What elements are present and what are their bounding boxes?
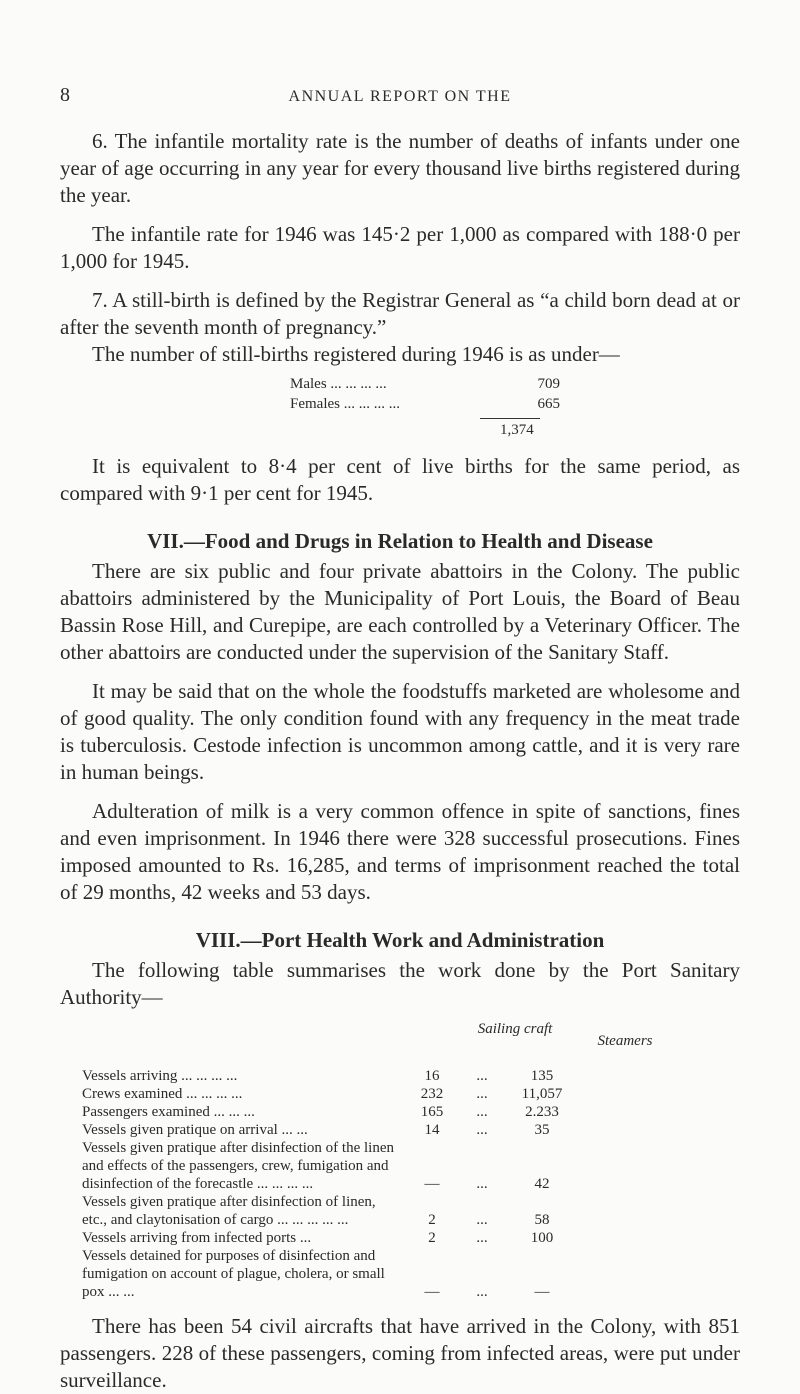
row-label: Vessels arriving ... ... ... ... [82,1068,238,1084]
row-value: 709 [537,376,560,392]
row-label: Crews examined ... ... ... ... [82,1086,243,1102]
sailing-craft-value: 232 [420,1086,444,1102]
port-health-table [60,1021,740,1301]
running-head: ANNUAL REPORT ON THE [288,88,512,105]
table-row [60,1085,740,1103]
section-7-paragraph-1: 7. A still-birth is defined by the Registrar General as “a child born dead at or after the seventh month of pregnancy.” [60,288,740,339]
leader-dots: ... [476,1284,488,1300]
section-7-paragraph-3: It is equivalent to 8·4 per cent of live births for the same period, as compared with 9·1 per cent for 1945. [60,454,740,505]
section-vii-paragraph-1: There are six public and four private abattoirs in the Colony. The public abattoirs administered by the Municipality of Port Louis, the Board of Beau Bassin Rose Hill, and Curepipe, are each controlled by a Veterinary Officer. The other abattoirs are conducted under the supervision of the Sanitary Staff. [60,559,740,664]
steamers-value: 2.233 [525,1104,559,1120]
row-label: Males ... ... ... ... [290,376,387,392]
page-number: 8 [60,84,70,106]
sailing-craft-value: 16 [424,1068,440,1084]
still-births-total: 1,374 [500,422,534,438]
still-births-row-males [290,374,560,394]
row-label: Vessels given pratique after disinfection of linen, etc., and claytonisation of cargo ... ... ... ... ... [82,1194,376,1228]
header-spacer [60,1021,470,1067]
steamers-value: — [534,1284,550,1300]
section-6-paragraph-2: The infantile rate for 1946 was 145·2 per 1,000 as compared with 188·0 per 1,000 for 1945. [60,222,740,273]
steamers-value: 100 [530,1230,554,1246]
row-label: Vessels arriving from infected ports ... [82,1230,312,1246]
steamers-value: 42 [534,1176,550,1192]
table-row [60,1247,740,1301]
leader-dots: ... [476,1230,488,1246]
still-births-row-females [290,394,560,414]
row-label: Passengers examined ... ... ... [82,1104,255,1120]
table-row [60,1139,740,1193]
table-row [60,1229,740,1247]
row-label: Females ... ... ... ... [290,396,400,412]
steamers-value: 35 [534,1122,550,1138]
sailing-craft-value: — [424,1284,440,1300]
section-vii-paragraph-3: Adulteration of milk is a very common offence in spite of sanctions, fines and even imprisonment. In 1946 there were 328 successful prosecutions. Fines imposed amounted to Rs. 16,285, and terms of imprisonment reached the total of 29 months, 42 weeks and 53 days. [60,799,740,904]
still-births-table [290,374,560,441]
table-row [60,1193,740,1229]
steamers-value: 11,057 [521,1086,563,1102]
steamers-value: 135 [530,1068,554,1084]
steamers-value: 58 [534,1212,550,1228]
table-row [60,1067,740,1085]
row-label: Vessels detained for purposes of disinfection and fumigation on account of plague, cholera, or small pox ... ... [82,1248,385,1300]
row-label: Vessels given pratique on arrival ... ... [82,1122,308,1138]
leader-dots: ... [476,1104,488,1120]
section-vii-heading: VII.—Food and Drugs in Relation to Health and Disease [147,529,653,553]
leader-dots: ... [476,1068,488,1084]
section-6-paragraph-1: 6. The infantile mortality rate is the number of deaths of infants under one year of age occurring in any year for every thousand live births registered during the year. [60,129,740,207]
section-viii-heading: VIII.—Port Health Work and Administration [195,928,605,952]
sailing-craft-value: 14 [424,1122,440,1138]
port-table-rows [60,1067,740,1301]
row-label: Vessels given pratique after disinfection of the linen and effects of the passengers, crew, fumigation and disinfection of the forecastle ... ... ... ... [82,1140,394,1192]
leader-dots: ... [476,1212,488,1228]
section-viii-intro: The following table summarises the work done by the Port Sanitary Authority— [60,958,740,1009]
sailing-craft-value: 2 [428,1230,436,1246]
sailing-craft-value: 165 [420,1104,444,1120]
table-row [60,1121,740,1139]
leader-dots: ... [476,1086,488,1102]
page-body [60,128,740,1394]
section-viii-closing: There has been 54 civil aircrafts that have arrived in the Colony, with 851 passengers. 228 of these passengers, coming from infected areas, were put under surveillance. [60,1314,740,1392]
row-value: 665 [537,396,560,412]
column-header-steamers: Steamers [597,1033,653,1049]
leader-dots: ... [476,1122,488,1138]
sailing-craft-value: — [424,1176,440,1192]
section-7-paragraph-2: The number of still-births registered during 1946 is as under— [92,342,620,366]
leader-dots: ... [476,1176,488,1192]
section-vii-paragraph-2: It may be said that on the whole the foodstuffs marketed are wholesome and of good quality. The only condition found with any frequency in the meat trade is tuberculosis. Cestode infection is uncommon among cattle, and it is very rare in human beings. [60,679,740,784]
column-header-sailing-craft: Sailing craft [477,1021,553,1037]
sailing-craft-value: 2 [428,1212,436,1228]
port-table-header [60,1021,740,1067]
table-row [60,1103,740,1121]
